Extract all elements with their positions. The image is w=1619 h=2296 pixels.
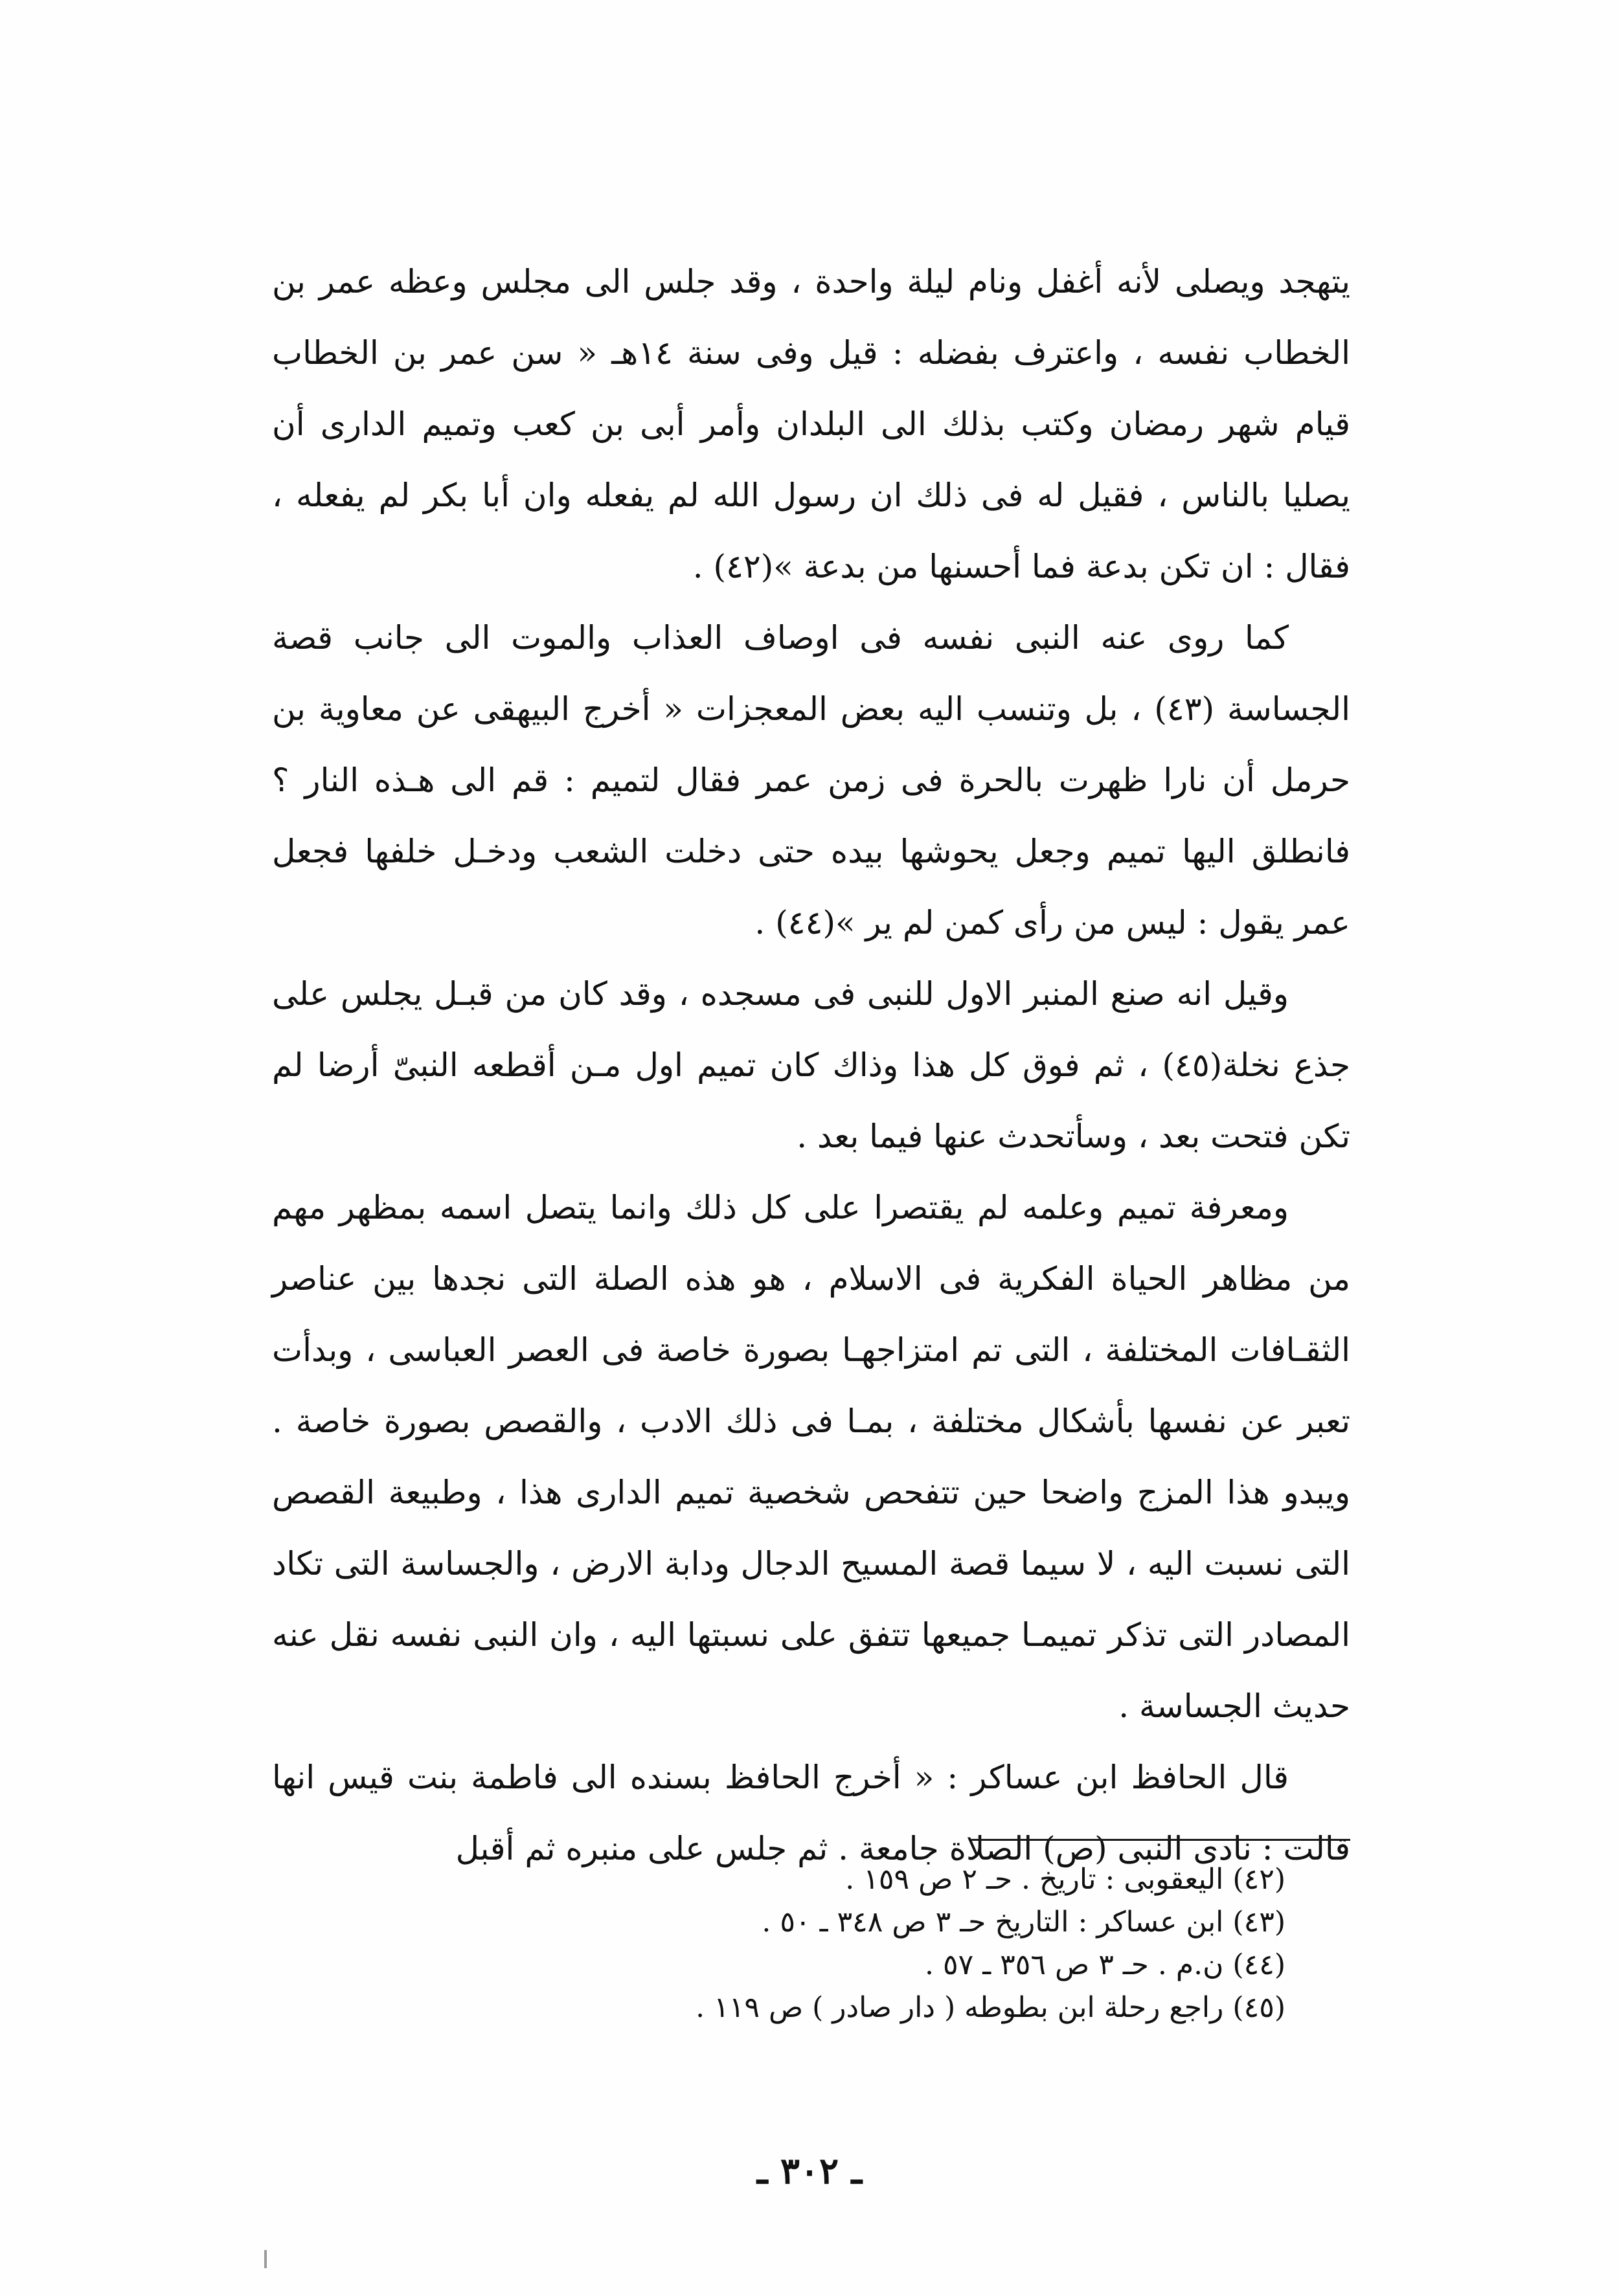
footnote-43: (٤٣) ابن عساكر : التاريخ حـ ٣ ص ٣٤٨ ـ ٥٠ . bbox=[762, 1906, 1285, 1939]
footnote-44: (٤٤) ن.م . حـ ٣ ص ٣٥٦ ـ ٥٧ . bbox=[924, 1948, 1285, 1981]
paragraph-2: كما روى عنه النبى نفسه فى اوصاف العذاب والموت الى جانب قصة الجساسة (٤٣) ، بل وتنسب اليه بعض المعجزات « أخرج البيهقى عن معاوية بن حرمل أن نارا ظهرت بالحرة فى زمن عمر فقال لتميم : قم الى هـذه النار ؟ فانطلق اليها تميم وجعل يحوشها بيده حتى دخلت الشعب ودخـل خلفها فجعل عمر يقول : ليس من رأى كمن لم ير »(٤٤) . bbox=[272, 619, 1350, 941]
footnote-45: (٤٥) راجع رحلة ابن بطوطه ( دار صادر ) ص ١١٩ . bbox=[696, 1991, 1285, 2024]
paragraph-4: ومعرفة تميم وعلمه لم يقتصرا على كل ذلك وانما يتصل اسمه بمظهر مهم من مظاهر الحياة الفكرية فى الاسلام ، هو هذه الصلة التى نجدها بين عناصر الثقـافات المختلفة ، التى تم امتزاجهـا بصورة خاصة فى العصر العباسى ، وبدأت تعبر عن نفسها بأشكال مختلفة ، بمـا فى ذلك الادب ، والقصص بصورة خاصة . ويبدو هذا المزج واضحا حين تتفحص شخصية تميم الدارى هذا ، وطبيعة القصص التى نسبت اليه ، لا سيما قصة المسيح الدجال ودابة الارض ، والجساسة التى تكاد المصادر التى تذكر تميمـا جميعها تتفق على نسبتها اليه ، وان النبى نفسه نقل عنه حديث الجساسة . bbox=[272, 1189, 1350, 1725]
paragraph-1: يتهجد ويصلى لأنه أغفل ونام ليلة واحدة ، وقد جلس الى مجلس وعظه عمر بن الخطاب نفسه ، واعترف بفضله : قيل وفى سنة ١٤هـ « سن عمر بن الخطاب قيام شهر رمضان وكتب بذلك الى البلدان وأمر أبى بن كعب وتميم الدارى أن يصليا بالناس ، فقيل له فى ذلك ان رسول الله لم يفعله وان أبا بكر لم يفعله ، فقال : ان تكن بدعة فما أحسنها من بدعة »(٤٢) . bbox=[272, 263, 1350, 585]
footnote-42: (٤٢) اليعقوبى : تاريخ . حـ ٢ ص ١٥٩ . bbox=[845, 1863, 1285, 1896]
paragraph-3: وقيل انه صنع المنبر الاول للنبى فى مسجده ، وقد كان من قبـل يجلس على جذع نخلة(٤٥) ، ثم فوق كل هذا وذاك كان تميم اول مـن أقطعه النبىّ أرضا لم تكن فتحت بعد ، وسأتحدث عنها فيما بعد . bbox=[272, 975, 1350, 1155]
body-text bbox=[272, 246, 1350, 1884]
footnote-separator bbox=[971, 1839, 1350, 1841]
page-number: ـ ٣٠٢ ـ bbox=[756, 2150, 863, 2192]
paragraph-5: قال الحافظ ابن عساكر : « أخرج الحافظ بسنده الى فاطمة بنت قيس انها قالت : نادى النبى (ص) الصلاة جامعة . ثم جلس على منبره ثم أقبل bbox=[272, 1759, 1350, 1867]
footnotes bbox=[272, 1858, 1285, 2029]
scan-mark bbox=[264, 2250, 267, 2268]
